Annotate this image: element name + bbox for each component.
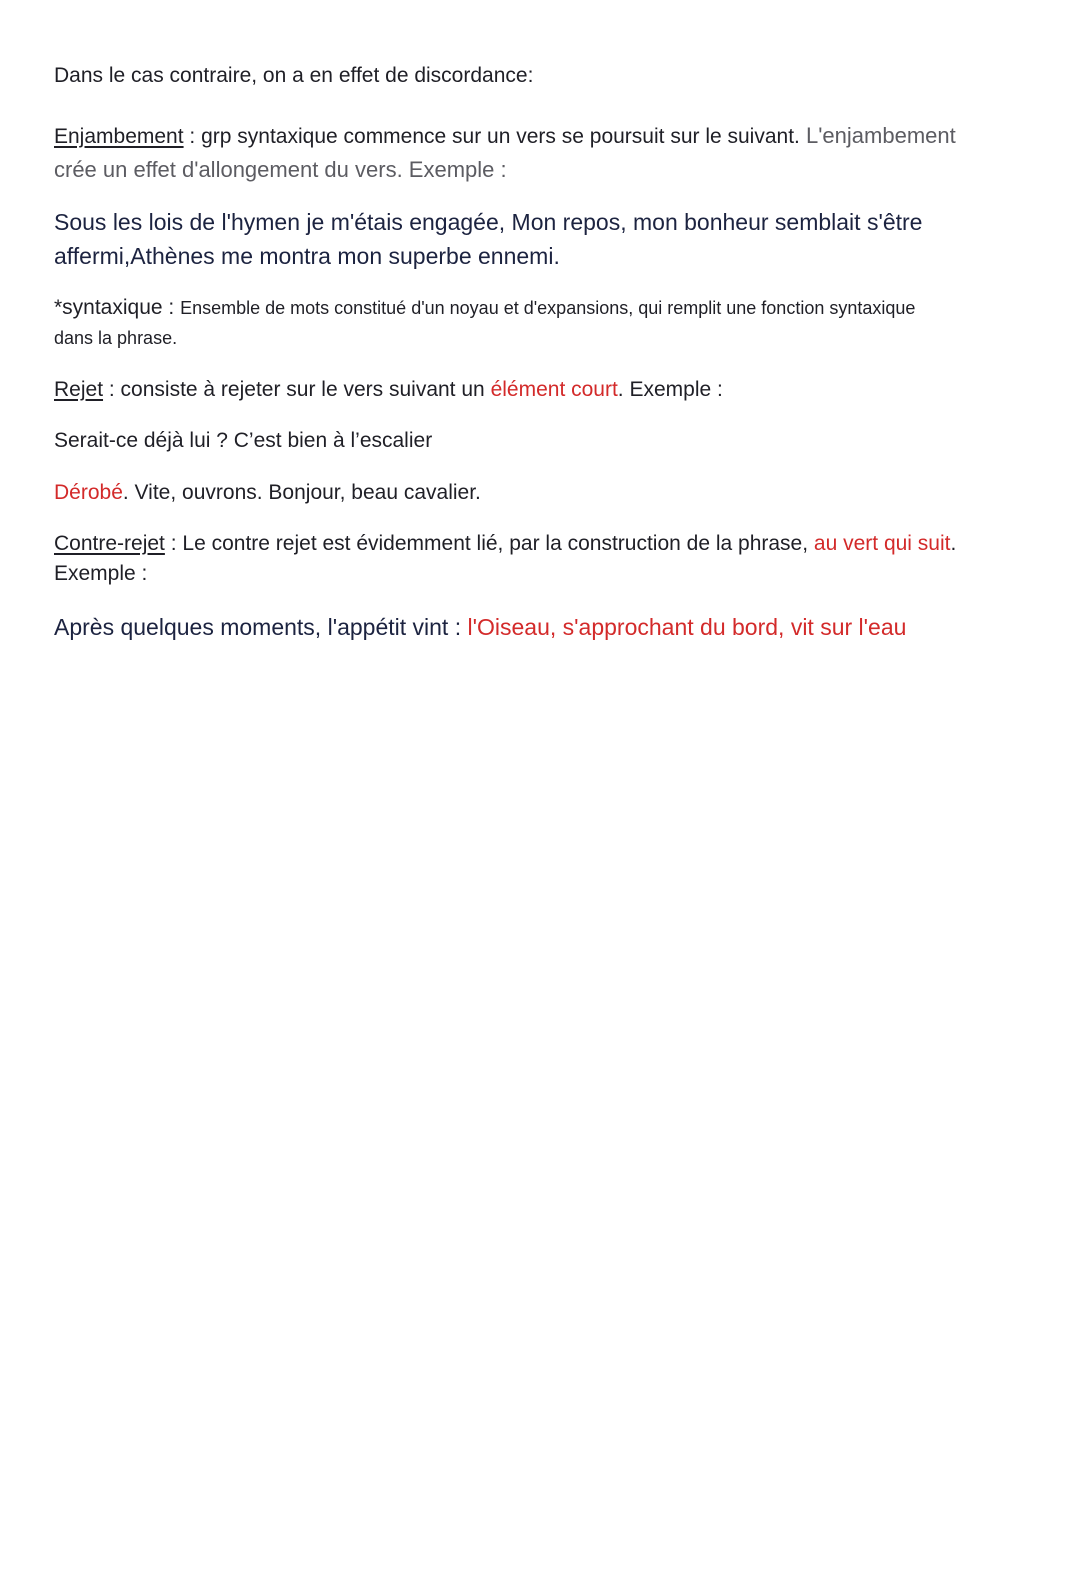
enjambement-sep: : bbox=[183, 125, 202, 148]
contre-rejet-example-line bbox=[54, 614, 906, 641]
contre-rejet-definition: Le contre rejet est évidemment lié, par la construction de la phrase, bbox=[182, 532, 814, 555]
contre-rejet-highlight: au vert qui suit bbox=[813, 532, 951, 555]
enjambement-definition: grp syntaxique commence sur un vers se poursuit sur le suivant. bbox=[201, 125, 800, 148]
rejet-example-line2 bbox=[54, 481, 481, 505]
rejet-example-rest: . Vite, ouvrons. Bonjour, beau cavalier. bbox=[122, 481, 481, 504]
contre-rejet-example-label: Exemple : bbox=[54, 562, 148, 585]
enjambement-example-line2: affermi,Athènes me montra mon superbe ennemi. bbox=[54, 243, 560, 269]
contre-rejet-definition-line bbox=[54, 532, 956, 556]
enjambement-definition-line1 bbox=[54, 123, 956, 149]
rejet-term: Rejet bbox=[54, 378, 104, 401]
rejet-definition-line bbox=[54, 378, 723, 402]
enjambement-example-line1: Sous les lois de l'hymen je m'étais engagée, Mon repos, mon bonheur semblait s'être bbox=[54, 209, 923, 235]
contre-rejet-term: Contre-rejet bbox=[54, 532, 165, 555]
enjambement-effect-line2: crée un effet d'allongement du vers. Exemple : bbox=[54, 157, 507, 182]
contre-rejet-example-black: Après quelques moments, l'appétit vint : bbox=[54, 614, 468, 640]
intro-paragraph: Dans le cas contraire, on a en effet de discordance: bbox=[54, 64, 534, 87]
syntaxique-note-line2: dans la phrase. bbox=[54, 328, 178, 348]
contre-rejet-after: . bbox=[950, 532, 957, 555]
enjambement-term: Enjambement bbox=[54, 125, 184, 148]
contre-rejet-sep: : bbox=[164, 532, 183, 555]
syntaxique-note-line1 bbox=[54, 296, 915, 320]
rejet-after: . Exemple : bbox=[617, 378, 723, 401]
rejet-sep: : bbox=[103, 378, 121, 401]
contre-rejet-example-red: l'Oiseau, s'approchant du bord, vit sur l'eau bbox=[467, 614, 907, 640]
rejet-example-red: Dérobé bbox=[54, 481, 123, 504]
syntaxique-note-term: *syntaxique : bbox=[54, 296, 181, 319]
rejet-definition: consiste à rejeter sur le vers suivant un bbox=[120, 378, 491, 401]
syntaxique-note-definition: Ensemble de mots constitué d'un noyau et d'expansions, qui remplit une fonction syntaxique bbox=[180, 298, 916, 318]
rejet-example-line1: Serait-ce déjà lui ? C’est bien à l’escalier bbox=[54, 429, 433, 452]
rejet-highlight: élément court bbox=[490, 378, 618, 401]
enjambement-effect-start: L'enjambement bbox=[799, 123, 956, 148]
